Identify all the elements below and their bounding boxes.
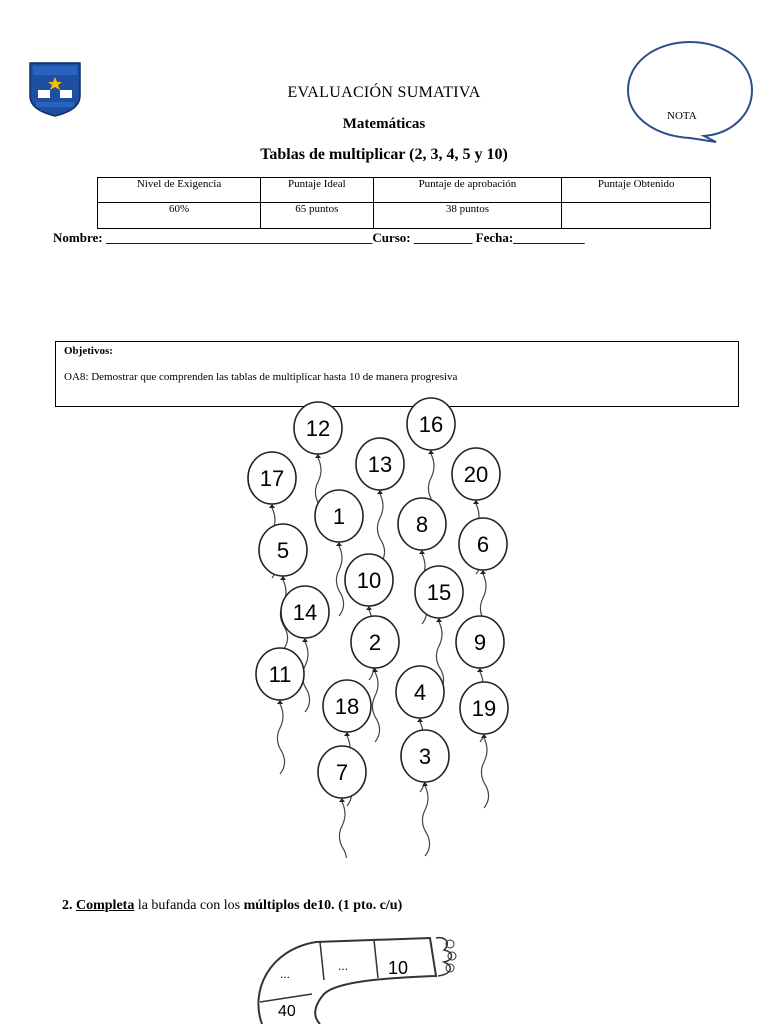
balloon-number: 14 xyxy=(292,600,318,625)
scarf-label-40: 40 xyxy=(278,1003,296,1020)
header-cell: Puntaje Ideal xyxy=(261,178,373,203)
balloon xyxy=(356,438,404,564)
header-cell: Puntaje Obtenido xyxy=(562,178,711,203)
header-cell: Puntaje de aprobación xyxy=(373,178,562,203)
balloon-number: 12 xyxy=(305,416,331,441)
balloon xyxy=(401,730,449,856)
balloon-number: 1 xyxy=(332,504,346,529)
balloon-number: 8 xyxy=(415,512,429,537)
balloon-number: 5 xyxy=(276,538,290,563)
balloon-number: 15 xyxy=(426,580,452,605)
balloon xyxy=(318,746,366,858)
balloon-number: 3 xyxy=(418,744,432,769)
value-cell: 65 puntos xyxy=(261,203,373,229)
nota-bubble xyxy=(624,38,756,148)
scarf-label-10: 10 xyxy=(388,958,409,978)
question-2 xyxy=(62,898,402,914)
balloon-number: 18 xyxy=(334,694,360,719)
balloon-number: 7 xyxy=(335,760,349,785)
question-bold: múltiplos de10 xyxy=(243,898,332,913)
scarf-blank: ... xyxy=(338,959,349,973)
balloon xyxy=(256,648,304,774)
score-obtained-cell[interactable] xyxy=(562,203,711,229)
objectives-text: OA8: Demostrar que comprenden las tablas de multiplicar hasta 10 de manera progresiva xyxy=(64,371,458,383)
balloon xyxy=(460,682,508,808)
balloon-number: 17 xyxy=(259,466,285,491)
curso-label: Curso: xyxy=(372,230,411,245)
question-points: . (1 pto. c/u) xyxy=(331,898,403,913)
objectives-title: Objetivos: xyxy=(64,345,113,357)
balloon-number: 4 xyxy=(413,680,427,705)
balloon-number: 13 xyxy=(367,452,393,477)
question-number: 2. xyxy=(62,898,73,913)
balloons-illustration xyxy=(240,392,518,858)
fecha-field[interactable]: ___________ xyxy=(513,230,585,245)
topic-title: Tablas de multiplicar (2, 3, 4, 5 y 10) xyxy=(260,146,508,163)
header-cell: Nivel de Exigencia xyxy=(98,178,261,203)
balloon-number: 2 xyxy=(368,630,382,655)
balloon-number: 20 xyxy=(463,462,489,487)
student-fields xyxy=(53,230,585,246)
nombre-field[interactable]: _________________________________________ xyxy=(105,230,373,245)
balloon-number: 16 xyxy=(418,412,444,437)
balloon-number: 19 xyxy=(471,696,497,721)
subject-title: Matemáticas xyxy=(342,116,426,132)
curso-field[interactable]: _________ xyxy=(413,230,473,245)
question-text: la bufanda con los xyxy=(134,898,244,913)
value-cell: 38 puntos xyxy=(373,203,562,229)
grade-table xyxy=(97,177,711,229)
nombre-label: Nombre: xyxy=(53,230,103,245)
scarf-illustration xyxy=(240,932,470,1024)
balloon-number: 6 xyxy=(476,532,490,557)
balloon-number: 9 xyxy=(473,630,487,655)
document-title: EVALUACIÓN SUMATIVA xyxy=(287,84,481,101)
fecha-label: Fecha: xyxy=(475,230,514,245)
nota-label: NOTA xyxy=(667,110,697,122)
question-verb: Completa xyxy=(76,898,135,913)
scarf-blank: ... xyxy=(280,967,291,981)
value-cell: 60% xyxy=(98,203,261,229)
balloon-number: 10 xyxy=(356,568,382,593)
balloon-number: 11 xyxy=(268,662,292,687)
